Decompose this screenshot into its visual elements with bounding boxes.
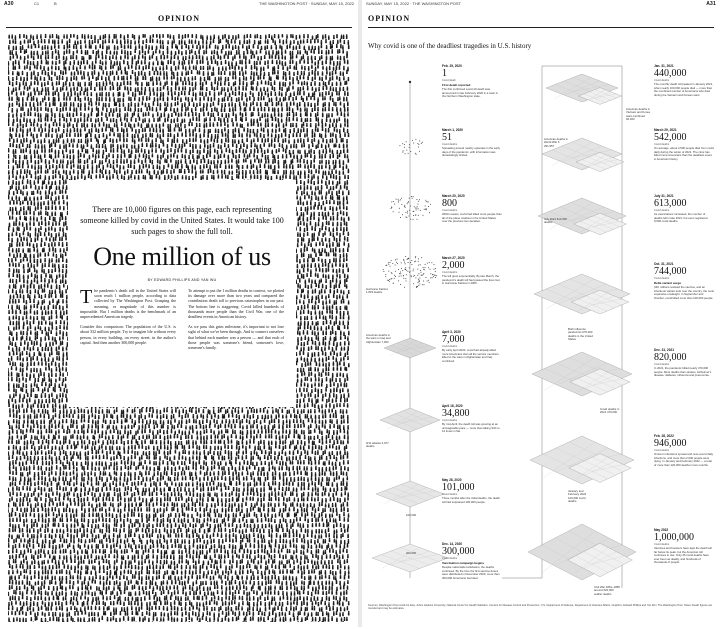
intro-dek: There are 10,000 figures on this page, each representing someone killed by covid in the United States. It would take 100 such pages to show the full toll.: [80, 204, 284, 237]
entry-count: 1,000,000: [654, 533, 714, 543]
section-label: OPINION: [368, 14, 720, 23]
entry-unit: Covid deaths: [654, 143, 714, 146]
timeline-entry: [442, 542, 502, 580]
entry-count: 1: [442, 69, 502, 79]
entry-date: March 27, 2020: [442, 256, 502, 260]
entry-count: 440,000: [654, 69, 714, 79]
entry-text: As vaccinations increased, the number of deaths fell in late 2021, but even registered 9,600 covid deaths.: [654, 213, 714, 224]
entry-date: March 1, 2020: [442, 128, 502, 132]
entry-unit: Covid deaths: [442, 493, 502, 496]
entry-text: Three months after the initial deaths, the death toll had surpassed 100,000 people.: [442, 497, 502, 504]
intro-box: [68, 180, 296, 407]
entry-unit: Covid deaths: [442, 209, 502, 212]
entry-unit: Covid deaths: [654, 449, 714, 452]
comparison-annotation: American deaths in the wars in Iraq and Afghanistan 7,000: [366, 334, 392, 344]
entry-unit: Covid deaths: [442, 419, 502, 422]
comparison-annotation: 9/11 attacks 2,977 deaths: [366, 442, 392, 449]
entry-text: Despite nationwide lockdowns, the deaths continued. By the time the first vaccine doses were distributed in December 2020, more than 300,000 Americans had died.: [442, 566, 502, 580]
timeline-entry: [654, 528, 714, 565]
section-rule: [368, 27, 714, 28]
entry-date: March 29, 2021: [654, 128, 714, 132]
entry-unit: Covid deaths: [442, 271, 502, 274]
entry-count: 542,000: [654, 133, 714, 143]
entry-date: May 2022: [654, 528, 714, 532]
entry-unit: Covid deaths: [654, 277, 714, 280]
comparison-annotation: 100,000: [406, 514, 432, 517]
byline: BY EDWARD PHILLIPS AND YAN WU: [68, 278, 296, 282]
timeline-entry: [442, 128, 502, 158]
entry-count: 613,000: [654, 199, 714, 209]
timeline-entry: [654, 128, 714, 161]
timeline-entry: [442, 256, 502, 286]
comparison-annotation: Covid deaths in 2021 470,000: [600, 408, 626, 415]
section-rule: [6, 27, 352, 28]
comparison-annotation: Both influenza pandemics 675,000 deaths in the United States: [568, 328, 594, 342]
page-number: A31: [706, 1, 716, 7]
entry-count: 744,000: [654, 267, 714, 277]
entry-count: 2,000: [442, 261, 502, 271]
timeline-entry: [654, 262, 714, 300]
source-notes: Sources: Washington Post covid-19 data, Johns Hopkins University, National Center for Health Statistics, Centers for Disease Control and Prevention, U.S. Department of Defense, Department of Veterans Affairs. Graphics: Edward Phillips and Yan Wu / The Washington Post. Notes: Death figures are rounded and may be estimates.: [368, 604, 714, 611]
death-dot-cluster: [399, 139, 422, 155]
entry-date: Feb. 29, 2020: [442, 64, 502, 68]
entry-count: 51: [442, 133, 502, 143]
comparison-annotation: 200,000: [406, 552, 432, 555]
body-text: he pandemic's death toll in the United States will soon reach 1 million people, according to data collected by The Washington Post. Grasping the meaning, or magnitude of this number is impossible. But 1 million deaths is the benchmark of an unprecedented American tragedy.: [80, 288, 176, 319]
entry-date: Jan. 31, 2021: [654, 64, 714, 68]
body-paragraph: To attempt to put the 1 million deaths in context, we plotted its damage over more than two years and compared the contribution death toll to previous catastrophes in our past. The bottom line is staggering: Covid killed hundreds of thousands more people than the Civil War, one of the deadliest events in American history.: [188, 288, 284, 319]
death-dot-cluster: [391, 196, 431, 220]
page-header-info: SUNDAY, MAY 15, 2022 · THE WASHINGTON POST: [366, 1, 461, 6]
body-paragraph: Consider this comparison: The population of the U.S. is about 332 million people. Try to imagine life without every person, in every building, on every street, in the author's capital. And then another 300,000 people.: [80, 324, 176, 345]
timeline-entry: [442, 194, 502, 224]
body-paragraph: As we pass this grim milestone, it's important to not lose sight of what we've been through. And to connect ourselves that behind each number was a person — and that each of those people was someone's friend, someone's love, someone's family.: [188, 324, 284, 350]
entry-unit: Covid deaths: [654, 209, 714, 212]
right-page: [362, 0, 720, 627]
entry-unit: Covid deaths: [442, 557, 502, 560]
entry-count: 34,800: [442, 409, 502, 419]
left-page: [0, 0, 358, 627]
entry-date: July 31, 2021: [654, 194, 714, 198]
entry-date: Dec. 14, 2020: [442, 542, 502, 546]
entry-text: In 2021, the pandemic killed nearly 470,000 people. More deaths than strokes, Alzheimer's disease, diabetes, influenza and pneumonia.: [654, 367, 714, 378]
entry-date: Dec. 31, 2021: [654, 348, 714, 352]
entry-unit: Covid deaths: [442, 345, 502, 348]
entry-text: Still, millions resisted the vaccine, and an infectious variant took over the country, the most expansive onslaught. In September and October, covid killed more than 100,000 people.: [654, 286, 714, 300]
edition-marker: B: [54, 1, 57, 6]
timeline-entry: [654, 434, 714, 467]
entry-unit: Covid deaths: [654, 79, 714, 82]
comparison-annotation: July 2021 613,000 deaths: [544, 218, 570, 225]
timeline-entry: [442, 330, 502, 363]
timeline-entry: [442, 64, 502, 99]
entry-count: 800: [442, 199, 502, 209]
comparison-annotation: Civil War 1861–1865 around 620,000 soldier deaths: [594, 586, 620, 596]
entry-date: April 18, 2020: [442, 404, 502, 408]
timeline-entry: [442, 478, 502, 504]
entry-text: On average, about 2,500 people died from covid daily during the winter of 2021. The virus has killed more Americans than the deadliest event in American history.: [654, 147, 714, 161]
comparison-annotation: January and February 2022 120,000 covid deaths: [568, 490, 594, 504]
entry-date: May 28, 2020: [442, 478, 502, 482]
comparison-annotation: Hurricane Katrina 1,833 deaths: [366, 288, 392, 295]
timeline-entry: [442, 404, 502, 434]
comparison-annotation: American deaths in World War II 291,557: [544, 138, 570, 148]
death-toll-timeline: [362, 58, 720, 598]
entry-headline: Vaccination campaign begins: [442, 561, 502, 565]
graphic-title: Why covid is one of the deadliest tragedies in U.S. history: [368, 42, 531, 50]
entry-count: 101,000: [442, 483, 502, 493]
entry-text: The monthly death toll peaked in January 2021, when nearly 100,000 people died — more than the combined number of Americans who died during the Vietnam and Korean wars.: [654, 83, 714, 97]
timeline-entry: [654, 348, 714, 378]
section-label: OPINION: [0, 14, 358, 23]
entry-date: Oct. 31, 2021: [654, 262, 714, 266]
comparison-annotation: American deaths in Vietnam and Korea wars combined 94,400: [626, 108, 652, 122]
drop-cap: T: [80, 288, 92, 306]
timeline-start-marker: [409, 81, 411, 83]
timeline-entry: [654, 64, 714, 97]
entry-date: April 3, 2020: [442, 330, 502, 334]
entry-count: 300,000: [442, 547, 502, 557]
entry-date: Feb. 28, 2022: [654, 434, 714, 438]
headline: One million of us: [68, 242, 296, 272]
entry-unit: Covid death: [442, 79, 502, 82]
page-number: A30: [4, 1, 14, 7]
entry-text: The toll grew exponentially. By late March, the pandemic's death toll had passed the lives lost in Hurricane Katrina in 2005.: [442, 275, 502, 286]
entry-text: The first confirmed covid-19 death was announced in late February 2020 in a town in the Northern Washington state.: [442, 88, 502, 99]
entry-text: Vaccines and boosters have kept the death toll far below its peak, but the American toll continues to rise. Only 25 covid deaths have ever been as deadly, and hundreds of thousands of people.: [654, 547, 714, 565]
entry-text: By early April 2020, covid had already killed more Americans than all the service members killed in the wars in Afghanistan and Iraq combined.: [442, 349, 502, 363]
entry-text: Spreading around nearby episodes in the early days of the pandemic, with information was devastatingly limited.: [442, 147, 502, 158]
entry-count: 7,000: [442, 335, 502, 345]
page-header-info: THE WASHINGTON POST · SUNDAY, MAY 15, 2022: [259, 1, 354, 6]
timeline-entry: [654, 194, 714, 224]
entry-text: Omicron infections spread and new record daily infections, and more than 2,000 people were dying. In January and February 2022 — a total of more than 120,000 deaths in two months.: [654, 453, 714, 467]
entry-text: Within weeks, covid had killed more people than all of the plane crashes in the United States over the previous two decades.: [442, 213, 502, 224]
entry-unit: Covid deaths: [654, 543, 714, 546]
entry-headline: First death reported: [442, 83, 502, 87]
entry-text: By mid-April, the death toll was growing at an unimaginable pace — more than taking 9/11 to 12 times in flat.: [442, 423, 502, 434]
entry-count: 946,000: [654, 439, 714, 449]
edition-marker: C1: [34, 1, 39, 6]
entry-count: 820,000: [654, 353, 714, 363]
body-paragraph: [80, 288, 176, 319]
article-body: [80, 288, 284, 353]
entry-headline: Delta variant surge: [654, 281, 714, 285]
entry-unit: Covid deaths: [442, 143, 502, 146]
entry-unit: Covid deaths: [654, 363, 714, 366]
entry-date: March 20, 2020: [442, 194, 502, 198]
